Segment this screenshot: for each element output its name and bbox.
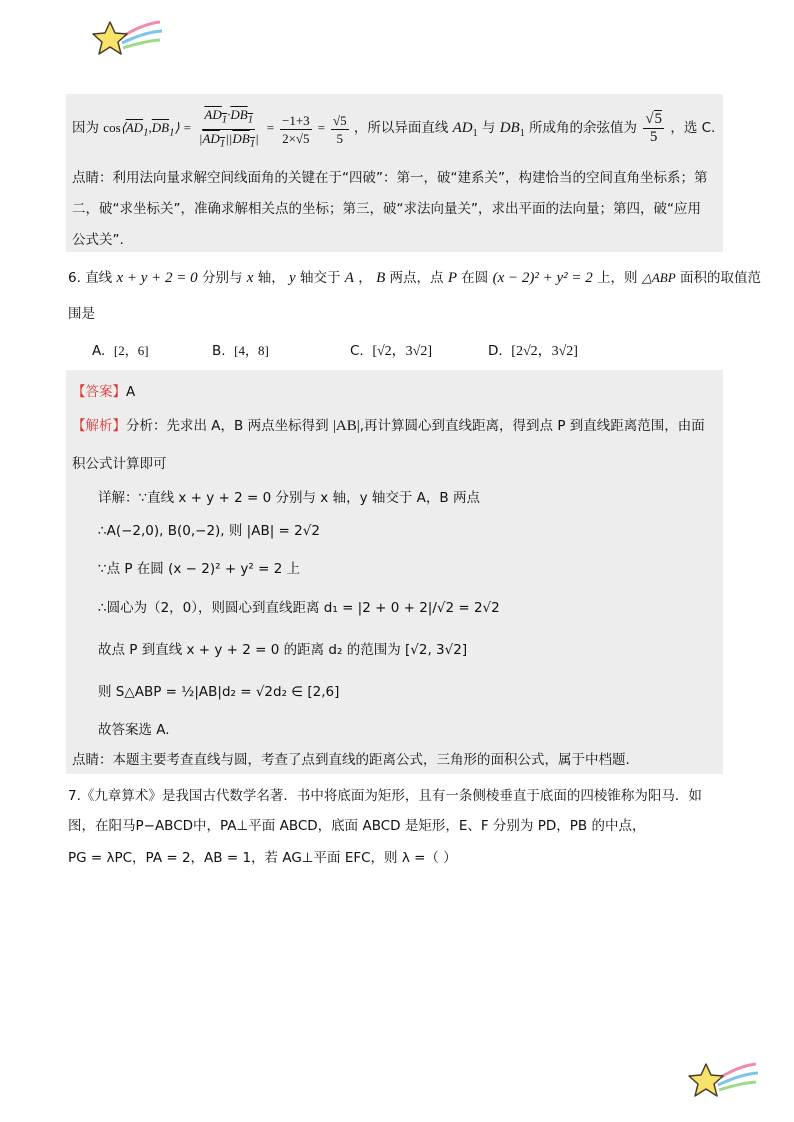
question-7-line: 7.《九章算术》是我国古代数学名著．书中将底面为矩形，且有一条侧棱垂直于底面的四棱锥称为阳马．如 bbox=[68, 788, 702, 804]
question-6-stem: 6. 直线 x + y + 2 = 0 分别与 x 轴， y 轴交于 A ， B 两点，点 P 在圆 (x − 2)² + y² = 2 上，则 △ABP 面积的取值范 bbox=[68, 270, 761, 286]
detail-step: 详解：∵直线 x + y + 2 = 0 分别与 x 轴，y 轴交于 A，B 两点 bbox=[98, 490, 480, 506]
option-b[interactable]: B. [4，8] bbox=[212, 343, 269, 359]
analysis-6-line: 积公式计算即可 bbox=[72, 456, 167, 472]
option-d[interactable]: D. [2√2，3√2] bbox=[488, 343, 578, 359]
tip-line: 二，破“求坐标关”，准确求解相关点的坐标；第三，破“求法向量关”，求出平面的法向量；第四，破“应用 bbox=[72, 201, 701, 217]
detail-step: 故答案选 A. bbox=[98, 722, 170, 738]
cosine-result-line: 因为 $\cos⟨\overline{AD}_1,\overline{DB}_1⟩$ = $\frac{AD_1\cdot DB_1}{|AD_1||DB_1|}$ = $\frac{-1+3}{2\times√5}$ = $\frac{√5}{5}$ ，所以异面直线 $AD_1$ 与 $DB_1$ 所成角的余弦值为 $\frac{√5}{5}$ ，选 C. bbox=[72, 107, 716, 150]
option-a[interactable]: A. [2，6] bbox=[92, 343, 149, 359]
question-7-line: PG = λPC，PA = 2，AB = 1，若 AG⊥平面 EFC，则 λ =（ ） bbox=[68, 850, 457, 866]
tip-line: 点睛：本题主要考查直线与圆，考查了点到直线的距离公式，三角形的面积公式，属于中档题. bbox=[72, 752, 630, 768]
question-7-line: 图，在阳马P−ABCD中，PA⊥平面 ABCD，底面 ABCD 是矩形，E、F 分别为 PD，PB 的中点， bbox=[68, 818, 646, 834]
answer-tag: 【答案】 bbox=[72, 384, 126, 400]
answer-6: 【答案】A bbox=[72, 384, 136, 400]
detail-step: ∵点 P 在圆 (x − 2)² + y² = 2 上 bbox=[98, 561, 301, 577]
star-logo-icon bbox=[686, 1058, 760, 1102]
tip-line: 点睛：利用法向量求解空间线面角的关键在于“四破”：第一，破“建系关”，构建恰当的空间直角坐标系；第 bbox=[72, 170, 708, 186]
option-c[interactable]: C. [√2，3√2] bbox=[350, 343, 433, 359]
detail-step: 则 S△ABP = ½|AB|d₂ = √2d₂ ∈ [2,6] bbox=[98, 684, 340, 700]
detail-step: ∴圆心为（2，0），则圆心到直线距离 d₁ = |2 + 0 + 2|/√2 = 2√2 bbox=[98, 600, 500, 616]
cosine-value: $\frac{√5}{5}$ bbox=[645, 110, 663, 145]
cosine-expression: $\cos⟨\overline{AD}_1,\overline{DB}_1⟩$ = $\frac{AD_1\cdot DB_1}{|AD_1||DB_1|}$ = $\frac{-1+3}{2\times√5}$ = $\frac{√5}{5}$ bbox=[103, 107, 347, 150]
detail-step: ∴A(−2,0), B(0,−2), 则 |AB| = 2√2 bbox=[98, 523, 320, 539]
question-6-stem-cont: 围是 bbox=[68, 306, 95, 322]
detail-step: 故点 P 到直线 x + y + 2 = 0 的距离 d₂ 的范围为 [√2, 3√2] bbox=[98, 642, 468, 658]
tip-line: 公式关”. bbox=[72, 232, 124, 248]
analysis-6-line: 【解析】分析：先求出 A，B 两点坐标得到 |AB|,再计算圆心到直线距离，得到点 P 到直线距离范围，由面 bbox=[72, 418, 705, 434]
star-logo-icon bbox=[90, 16, 164, 60]
analysis-tag: 【解析】 bbox=[72, 418, 126, 434]
